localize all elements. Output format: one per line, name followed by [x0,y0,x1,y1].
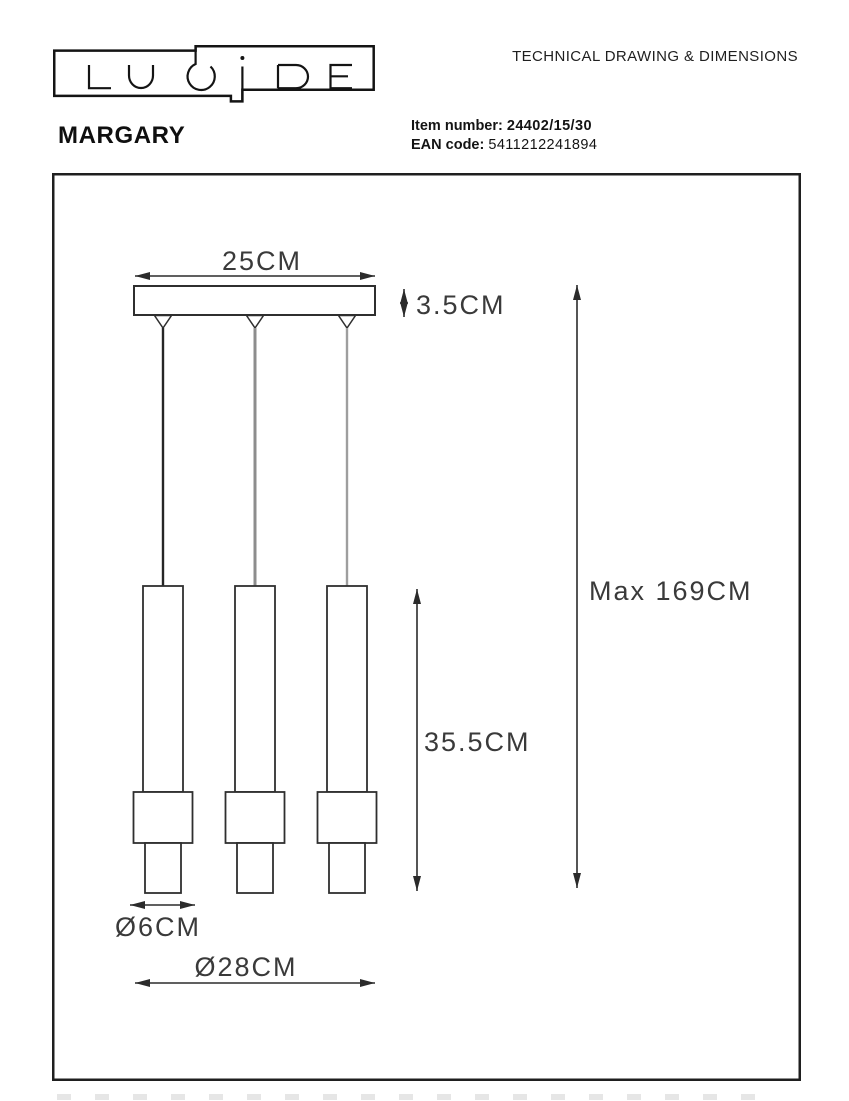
suspension-cones [155,316,356,329]
cropped-text-artifact [57,1094,757,1100]
label-fixture-spread: Ø28CM [194,952,298,982]
item-number-value: 24402/15/30 [506,118,592,134]
product-name: MARGARY [58,122,186,149]
label-pendant-diameter: Ø6CM [114,912,202,942]
document-title: TECHNICAL DRAWING & DIMENSIONS [512,48,798,65]
label-canopy-height: 3.5CM [416,290,506,320]
lucide-logo [53,45,375,103]
logo-letters [89,46,352,101]
pendant-tubes [143,586,367,792]
label-max-drop: Max 169CM [589,576,753,606]
item-number-label: Item number: [411,118,503,134]
ean-value: 5411212241894 [488,137,598,153]
pendant-bottom-caps [145,843,365,893]
pendant-collars [134,792,377,843]
label-canopy-width: 25CM [221,246,303,276]
logo-i-dot [240,56,244,60]
item-number-row [411,117,597,136]
label-pendant-length: 35.5CM [424,727,531,757]
ceiling-canopy [134,286,375,315]
ean-label: EAN code: [411,137,485,153]
ean-row [411,136,597,155]
product-codes [411,117,597,155]
technical-drawing [52,173,801,1081]
